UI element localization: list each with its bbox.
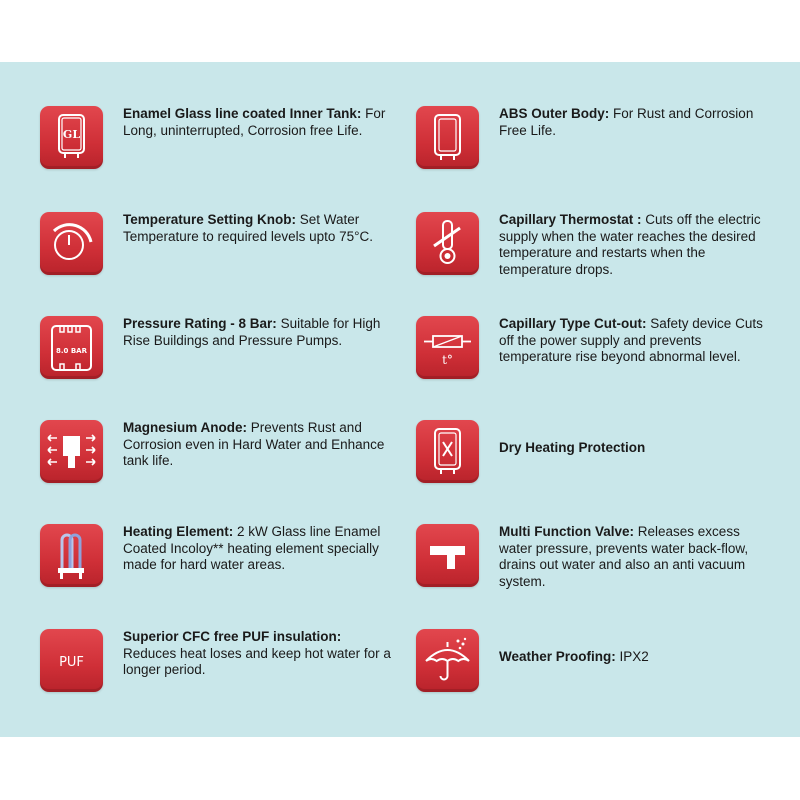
feature-text <box>123 420 393 470</box>
feature-text <box>123 629 393 679</box>
feature-weather-proofing <box>416 629 776 709</box>
feature-desc: Releases excess water pressure, prevents water back-flow, drains out water and also an anti vacuum system. <box>499 524 749 590</box>
feature-text <box>123 524 393 574</box>
feature-title: Enamel Glass line coated Inner Tank: <box>123 106 362 121</box>
temperature-knob-icon <box>40 212 103 275</box>
heating-element-icon <box>40 524 103 587</box>
feature-text <box>499 524 769 591</box>
feature-desc: IPX2 <box>615 649 649 664</box>
glass-lined-tank-icon <box>40 106 103 169</box>
feature-multi-function-valve <box>416 524 776 604</box>
feature-title: Capillary Type Cut-out: <box>499 316 647 331</box>
puf-insulation-icon <box>40 629 103 692</box>
feature-title: Superior CFC free PUF insulation: <box>123 629 342 644</box>
dry-heating-icon <box>416 420 479 483</box>
feature-outer-body <box>416 106 776 186</box>
feature-desc: For Rust and Corrosion Free Life. <box>499 106 754 138</box>
pressure-gauge-icon <box>40 316 103 379</box>
feature-heating-element <box>40 524 400 604</box>
feature-capillary-cutout <box>416 316 776 396</box>
cutout-icon <box>416 316 479 379</box>
feature-text <box>499 440 769 457</box>
feature-puf-insulation <box>40 629 400 709</box>
multi-function-valve-icon <box>416 524 479 587</box>
feature-text <box>123 316 393 349</box>
feature-desc: Suitable for High Rise Buildings and Pressure Pumps. <box>123 316 381 348</box>
feature-title: Capillary Thermostat : <box>499 212 642 227</box>
thermostat-icon <box>416 212 479 275</box>
magnesium-anode-icon <box>40 420 103 483</box>
feature-text <box>499 106 769 139</box>
features-panel <box>0 62 800 737</box>
feature-dry-heating <box>416 420 776 500</box>
feature-desc: Reduces heat loses and keep hot water for a longer period. <box>123 645 391 678</box>
feature-pressure-rating <box>40 316 400 396</box>
feature-desc: Set Water Temperature to required levels upto 75°C. <box>123 212 374 244</box>
pressure-icon-label: 8.0 BAR <box>56 347 87 355</box>
feature-text <box>499 649 769 666</box>
feature-title: Heating Element: <box>123 524 234 539</box>
feature-title: Pressure Rating - 8 Bar: <box>123 316 277 331</box>
feature-text <box>499 212 769 279</box>
tank-icon-label: GL <box>62 128 81 141</box>
feature-title: Temperature Setting Knob: <box>123 212 297 227</box>
feature-title: Magnesium Anode: <box>123 420 248 435</box>
feature-title: ABS Outer Body: <box>499 106 610 121</box>
outer-body-icon <box>416 106 479 169</box>
feature-inner-tank <box>40 106 400 186</box>
feature-desc: Cuts off the electric supply when the water reaches the desired temperature and restarts when the temperature drops. <box>499 212 761 278</box>
feature-magnesium-anode <box>40 420 400 500</box>
feature-desc: For Long, uninterrupted, Corrosion free Life. <box>123 106 386 138</box>
feature-text <box>499 316 769 366</box>
feature-desc: 2 kW Glass line Enamel Coated Incoloy** heating element specially made for hard water areas. <box>123 524 381 573</box>
cutout-icon-label: t° <box>442 353 453 367</box>
feature-desc: Safety device Cuts off the power supply and prevents temperature rise beyond abnormal level. <box>499 316 763 365</box>
feature-capillary-thermostat <box>416 212 776 292</box>
feature-text <box>123 212 393 245</box>
puf-icon-label: PUF <box>59 655 84 670</box>
feature-title: Multi Function Valve: <box>499 524 635 539</box>
feature-text <box>123 106 393 139</box>
umbrella-icon <box>416 629 479 692</box>
feature-title: Dry Heating Protection <box>499 440 646 455</box>
feature-desc: Prevents Rust and Corrosion even in Hard Water and Enhance tank life. <box>123 420 385 469</box>
feature-temperature-knob <box>40 212 400 292</box>
feature-title: Weather Proofing: <box>499 649 616 664</box>
